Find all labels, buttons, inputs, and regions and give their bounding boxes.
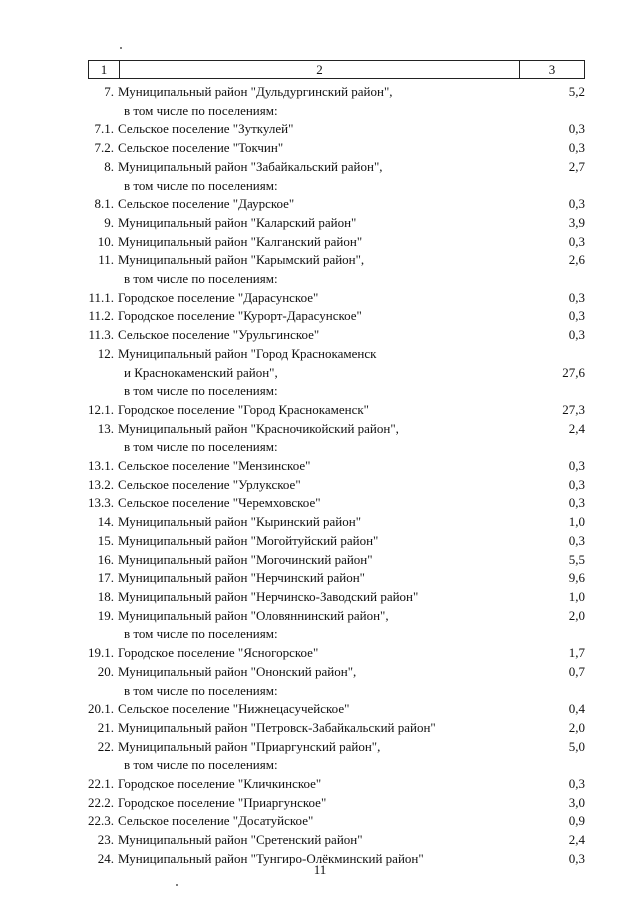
row-name: Городское поселение "Приаргунское": [118, 794, 327, 810]
table-row: [80, 476, 585, 495]
table-row: [80, 214, 585, 233]
row-name: Муниципальный район "Карымский район",: [118, 252, 365, 268]
row-number: 8.: [104, 158, 114, 174]
row-number: 19.: [97, 607, 114, 623]
row-value: 27,3: [562, 401, 585, 417]
table-row: [80, 700, 585, 719]
table-row: [80, 270, 585, 289]
table-row: [80, 831, 585, 850]
row-value: 3,9: [568, 214, 585, 230]
row-number: 19.1.: [88, 645, 114, 661]
row-number: 10.: [97, 233, 114, 249]
table-row: [80, 756, 585, 775]
row-number: 22.2.: [88, 794, 114, 810]
table-row: [80, 438, 585, 457]
row-value: 9,6: [568, 570, 585, 586]
table-row: [80, 83, 585, 102]
row-name: Муниципальный район "Могойтуйский район": [118, 532, 379, 548]
row-number: 17.: [97, 570, 114, 586]
row-number: 7.1.: [94, 121, 114, 137]
row-number: 8.1.: [94, 196, 114, 212]
row-name: Муниципальный район "Тунгиро-Олёкминский район": [118, 850, 424, 866]
row-name: Сельское поселение "Урульгинское": [118, 327, 320, 343]
row-value: 2,4: [568, 420, 585, 436]
row-name: Муниципальный район "Нерчинско-Заводский район": [118, 588, 419, 604]
row-value: 2,7: [568, 158, 585, 174]
row-number: 12.: [97, 345, 114, 361]
row-number: 7.2.: [94, 140, 114, 156]
table-row: [80, 326, 585, 345]
row-name: Городское поселение "Город Краснокаменск": [118, 401, 369, 417]
row-name: Муниципальный район "Калганский район": [118, 233, 363, 249]
row-number: 13.2.: [88, 476, 114, 492]
row-number: 24.: [97, 850, 114, 866]
row-value: 1,7: [568, 645, 585, 661]
row-value: 0,3: [568, 776, 585, 792]
row-name: Сельское поселение "Токчин": [118, 140, 284, 156]
row-name: и Краснокаменский район",: [124, 364, 278, 380]
table-row: [80, 794, 585, 813]
row-number: 22.1.: [88, 776, 114, 792]
table-row: [80, 738, 585, 757]
row-name: Городское поселение "Кличкинское": [118, 776, 322, 792]
scan-speck: [120, 47, 122, 49]
row-name: Муниципальный район "Сретенский район": [118, 832, 363, 848]
row-name: Муниципальный район "Забайкальский район",: [118, 158, 383, 174]
row-name: Сельское поселение "Мензинское": [118, 458, 311, 474]
table-row: [80, 289, 585, 308]
table-row: [80, 158, 585, 177]
row-name: Сельское поселение "Досатуйское": [118, 813, 314, 829]
table-row: [80, 382, 585, 401]
row-number: 7.: [104, 84, 114, 99]
row-number: 20.: [97, 663, 114, 679]
table-row: [80, 102, 585, 121]
row-value: 0,3: [568, 308, 585, 324]
row-name: в том числе по поселениям:: [124, 626, 278, 642]
row-value: 1,0: [568, 514, 585, 530]
row-name: Муниципальный район "Оловяннинский район",: [118, 607, 389, 623]
row-value: 2,6: [568, 252, 585, 268]
row-value: 0,3: [568, 140, 585, 156]
table-row: [80, 551, 585, 570]
row-value: 0,3: [568, 495, 585, 511]
row-name: Муниципальный район "Ононский район",: [118, 663, 357, 679]
row-number: 14.: [97, 514, 114, 530]
row-value: 5,0: [568, 738, 585, 754]
table-row: [80, 625, 585, 644]
row-value: 1,0: [568, 588, 585, 604]
row-name: Муниципальный район "Каларский район": [118, 214, 357, 230]
row-name: Муниципальный район "Могочинский район": [118, 551, 373, 567]
table-row: [80, 251, 585, 270]
table-row: [80, 644, 585, 663]
row-number: 22.3.: [88, 813, 114, 829]
row-value: 0,3: [568, 233, 585, 249]
row-value: 3,0: [568, 794, 585, 810]
row-number: 20.1.: [88, 701, 114, 717]
row-name: Сельское поселение "Даурское": [118, 196, 295, 212]
row-name: Муниципальный район "Петровск-Забайкальский район": [118, 719, 436, 735]
row-value: 0,7: [568, 663, 585, 679]
row-name: Сельское поселение "Зуткулей": [118, 121, 294, 137]
table-row: [80, 663, 585, 682]
row-value: 5,5: [568, 551, 585, 567]
row-number: 16.: [97, 551, 114, 567]
page-number: 11: [313, 862, 327, 877]
header-col-3: 3: [548, 62, 556, 77]
row-value: 0,4: [568, 701, 585, 717]
row-value: 0,3: [568, 289, 585, 305]
row-number: 12.1.: [88, 401, 114, 417]
table-row: [80, 494, 585, 513]
row-number: 15.: [97, 532, 114, 548]
row-value: 2,0: [568, 719, 585, 735]
row-value: 0,3: [568, 476, 585, 492]
scan-speck: [176, 884, 178, 886]
row-name: в том числе по поселениям:: [124, 271, 278, 287]
row-number: 11.3.: [88, 327, 114, 343]
row-value: 0,3: [568, 196, 585, 212]
table-row: [80, 177, 585, 196]
row-name: Городское поселение "Дарасунское": [118, 289, 319, 305]
row-name: Муниципальный район "Красночикойский район",: [118, 420, 399, 436]
table-row: [80, 588, 585, 607]
header-col-1: 1: [89, 61, 120, 78]
row-name: Городское поселение "Ясногорское": [118, 645, 319, 661]
row-value: 2,0: [568, 607, 585, 623]
table-row: [80, 569, 585, 588]
header-col-2: 2: [120, 61, 520, 78]
table-row: [80, 120, 585, 139]
row-value: 0,9: [568, 813, 585, 829]
row-number: 11.1.: [88, 289, 114, 305]
table-row: [80, 775, 585, 794]
row-value: 2,4: [568, 832, 585, 848]
table-row: [80, 513, 585, 532]
row-number: 21.: [97, 719, 114, 735]
table-row: [80, 364, 585, 383]
row-value: 0,3: [568, 532, 585, 548]
row-name: Муниципальный район "Город Краснокаменск: [118, 345, 377, 361]
row-name: Муниципальный район "Дульдургинский район",: [118, 84, 393, 99]
table-row: [80, 233, 585, 252]
row-number: 23.: [97, 832, 114, 848]
table-row: [80, 682, 585, 701]
row-name: в том числе по поселениям:: [124, 177, 278, 193]
row-value: 0,3: [568, 850, 585, 866]
row-name: Городское поселение "Курорт-Дарасунское": [118, 308, 362, 324]
table-row: [80, 139, 585, 158]
row-number: 18.: [97, 588, 114, 604]
row-number: 11.2.: [88, 308, 114, 324]
table-row: [80, 307, 585, 326]
table-row: [80, 812, 585, 831]
row-name: Муниципальный район "Кыринский район": [118, 514, 362, 530]
row-name: в том числе по поселениям:: [124, 757, 278, 773]
table-header: [88, 60, 585, 79]
table-row: [80, 457, 585, 476]
table-row: [80, 532, 585, 551]
row-name: в том числе по поселениям:: [124, 102, 278, 118]
row-number: 13.3.: [88, 495, 114, 511]
row-value: 0,3: [568, 327, 585, 343]
row-name: Сельское поселение "Урлукское": [118, 476, 301, 492]
row-value: 5,2: [568, 84, 585, 99]
table-row: [80, 401, 585, 420]
document-page: [88, 60, 585, 869]
row-number: 13.1.: [88, 458, 114, 474]
row-name: в том числе по поселениям:: [124, 682, 278, 698]
row-number: 9.: [104, 214, 114, 230]
row-name: Муниципальный район "Приаргунский район",: [118, 738, 381, 754]
table-row: [80, 195, 585, 214]
row-value: 27,6: [562, 364, 585, 380]
row-name: Муниципальный район "Нерчинский район": [118, 570, 365, 586]
row-name: в том числе по поселениям:: [124, 439, 278, 455]
row-name: Сельское поселение "Черемховское": [118, 495, 321, 511]
row-name: Сельское поселение "Нижнецасучейское": [118, 701, 350, 717]
row-name: в том числе по поселениям:: [124, 383, 278, 399]
row-number: 13.: [97, 420, 114, 436]
table-row: [80, 345, 585, 364]
table-row: [80, 607, 585, 626]
table-row: [80, 420, 585, 439]
table-body: [80, 83, 585, 869]
row-number: 11.: [98, 252, 114, 268]
row-number: 22.: [97, 738, 114, 754]
row-value: 0,3: [568, 458, 585, 474]
row-value: 0,3: [568, 121, 585, 137]
table-row: [80, 719, 585, 738]
